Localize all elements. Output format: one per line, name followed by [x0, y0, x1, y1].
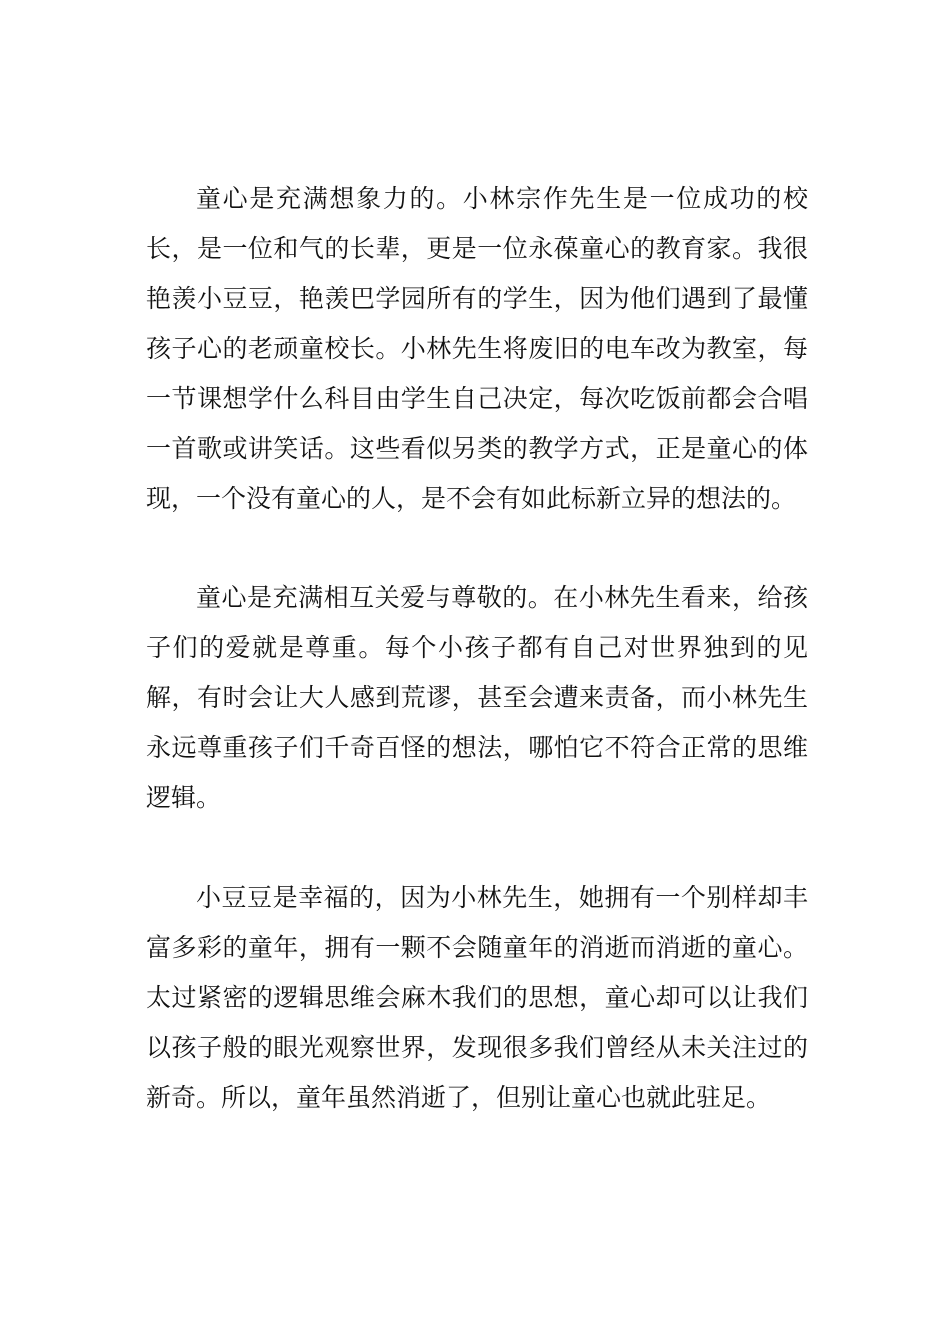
- paragraph-imagination: 童心是充满想象力的。小林宗作先生是一位成功的校长，是一位和气的长辈，更是一位永葆童心的教育家。我很艳羡小豆豆，艳羡巴学园所有的学生，因为他们遇到了最懂孩子心的老顽童校长。小林先生将废旧的电车改为教室，每一节课想学什么科目由学生自己决定，每次吃饭前都会合唱一首歌或讲笑话。这些看似另类的教学方式，正是童心的体现，一个没有童心的人，是不会有如此标新立异的想法的。: [146, 184, 808, 513]
- document-body: [146, 174, 808, 1123]
- paragraph-respect: 童心是充满相互关爱与尊敬的。在小林先生看来，给孩子们的爱就是尊重。每个小孩子都有自己对世界独到的见解，有时会让大人感到荒谬，甚至会遭来责备，而小林先生永远尊重孩子们千奇百怪的想法，哪怕它不符合正常的思维逻辑。: [146, 583, 808, 812]
- paragraph-spacer: [146, 823, 808, 873]
- paragraph-spacer: [146, 524, 808, 573]
- paragraph-happiness: 小豆豆是幸福的，因为小林先生，她拥有一个别样却丰富多彩的童年，拥有一颗不会随童年的消逝而消逝的童心。太过紧密的逻辑思维会麻木我们的思想，童心却可以让我们以孩子般的眼光观察世界，发现很多我们曾经从未关注过的新奇。所以，童年虽然消逝了，但别让童心也就此驻足。: [146, 883, 808, 1112]
